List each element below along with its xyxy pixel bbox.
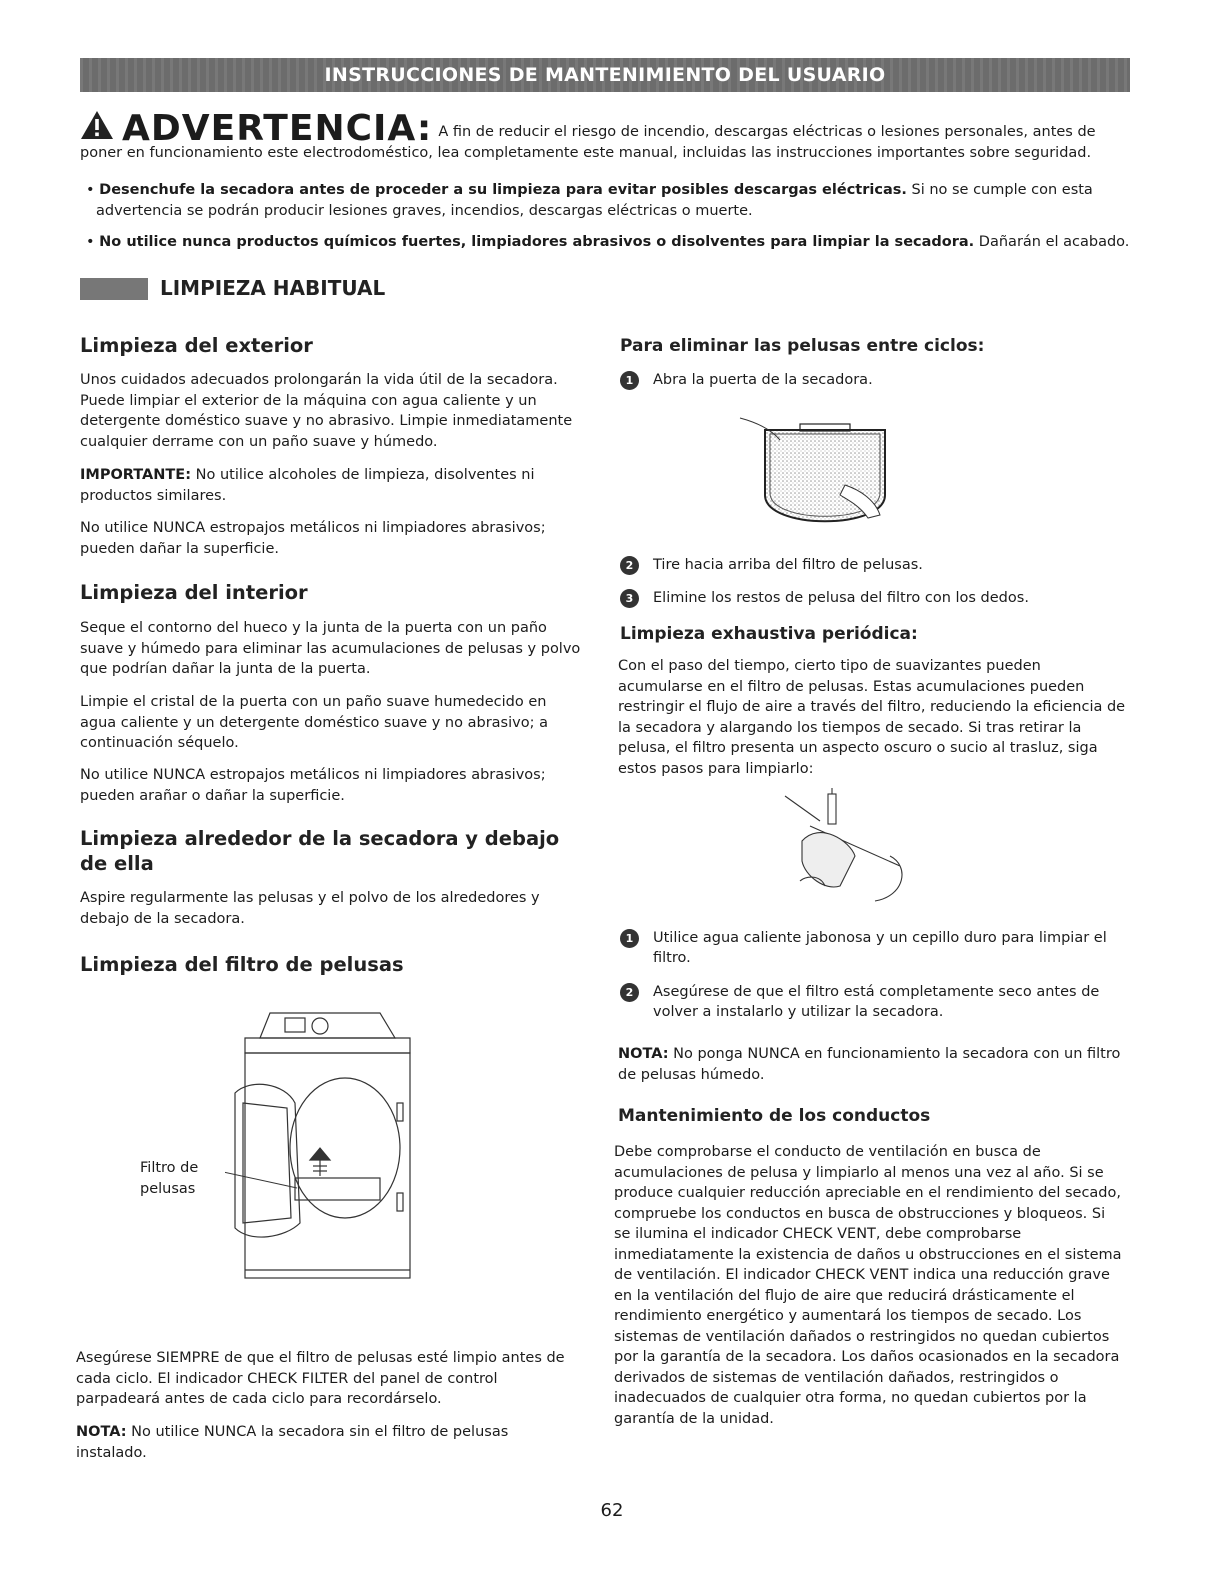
banner-title: INSTRUCCIONES DE MANTENIMIENTO DEL USUARIO — [324, 64, 886, 86]
header-banner — [80, 58, 1130, 92]
periodic-note-text: No ponga NUNCA en funcionamiento la secadora con un filtro de pelusas húmedo. — [618, 1046, 1121, 1083]
interior-paragraph-2: Limpie el cristal de la puerta con un paño suave humedecido en agua caliente y un detergente doméstico suave y no abrasivo; a continuación séquelo. — [80, 694, 548, 751]
between-step-1-text: Abra la puerta de la secadora. — [653, 372, 873, 388]
step-number-badge: 3 — [620, 589, 639, 608]
around-heading: Limpieza alrededor de la secadora y debajo de ella — [80, 827, 560, 875]
warning-bullet-2: • No utilice nunca productos químicos fuertes, limpiadores abrasivos o disolventes para limpiar la secadora. Dañarán el acabado. — [86, 234, 1130, 250]
filter-paragraph-2 — [76, 1422, 581, 1463]
step-number-badge: 1 — [620, 371, 639, 390]
warning-bullet-1-bold: Desenchufe la secadora antes de proceder a su limpieza para evitar posibles descargas eléctricas. — [99, 182, 907, 198]
ducts-heading: Mantenimiento de los conductos — [618, 1106, 931, 1126]
warning-bullet-2-bold: No utilice nunca productos químicos fuertes, limpiadores abrasivos o disolventes para limpiar la secadora. — [99, 234, 975, 250]
periodic-note-label: NOTA: — [618, 1046, 669, 1062]
warning-bullet-2-text: Dañarán el acabado. — [974, 234, 1130, 250]
around-paragraph: Aspire regularmente las pelusas y el polvo de los alrededores y debajo de la secadora. — [80, 890, 540, 927]
periodic-step-2-text: Asegúrese de que el filtro está completamente seco antes de volver a instalarlo y utilizar la secadora. — [653, 984, 1100, 1020]
exterior-paragraph-2 — [80, 465, 590, 506]
between-step-1 — [620, 370, 1120, 390]
filter-paragraph-1: Asegúrese SIEMPRE de que el filtro de pelusas esté limpio antes de cada ciclo. El indicador CHECK FILTER del panel de control parpadeará antes de cada ciclo para recordárselo. — [76, 1350, 565, 1407]
exterior-heading: Limpieza del exterior — [80, 334, 313, 357]
brush-cleaning-illustration — [780, 786, 920, 911]
page-number: 62 — [600, 1500, 624, 1521]
exterior-paragraph-3: No utilice NUNCA estropajos metálicos ni limpiadores abrasivos; pueden dañar la superficie. — [80, 520, 546, 557]
periodic-step-1 — [620, 928, 1120, 968]
interior-heading: Limpieza del interior — [80, 581, 308, 604]
periodic-step-2 — [620, 982, 1120, 1022]
interior-paragraph-3: No utilice NUNCA estropajos metálicos ni limpiadores abrasivos; pueden arañar o dañar la superficie. — [80, 767, 546, 804]
warning-text: A fin de reducir el riesgo de incendio, descargas eléctricas o lesiones personales, antes de poner en funcionamiento este electrodoméstico, lea completamente este manual, incluidas las instrucciones importantes sobre seguridad. — [80, 124, 1096, 161]
periodic-cleaning-heading: Limpieza exhaustiva periódica: — [620, 624, 918, 644]
step-number-badge: 1 — [620, 929, 639, 948]
filter-note-text: No utilice NUNCA la secadora sin el filtro de pelusas instalado. — [76, 1424, 509, 1461]
dryer-illustration — [225, 1008, 425, 1288]
ducts-paragraph: Debe comprobarse el conducto de ventilación en busca de acumulaciones de pelusa y limpiarlo al menos una vez al año. Si se produce cualquier reducción apreciable en el rendimiento del secado, compruebe los conductos en busca de obstrucciones y bloqueos. Si se ilumina el indicador CHECK VENT, debe comprobarse inmediatamente la existencia de daños u obstrucciones en el sistema de ventilación. El indicador CHECK VENT indica una reducción grave en la ventilación del flujo de aire que reducirá drásticamente el rendimiento energético y aumentará los tiempos de secado. Los sistemas de ventilación dañados o restringidos no quedan cubiertos por la garantía de la secadora. Los daños ocasionados en la secadora derivados de sistemas de ventilación dañados, restringidos o inadecuados de cualquier otra forma, no quedan cubiertos por la garantía de la unidad. — [614, 1144, 1122, 1427]
between-step-3 — [620, 588, 1120, 608]
between-step-2 — [620, 555, 1120, 575]
exterior-paragraph-1: Unos cuidados adecuados prolongarán la vida útil de la secadora. Puede limpiar el exterior de la máquina con agua caliente y un detergente doméstico suave y no abrasivo. Limpie inmediatamente cualquier derrame con un paño suave y húmedo. — [80, 372, 573, 450]
warning-title: ADVERTENCIA: — [122, 108, 433, 149]
filter-note-label: NOTA: — [76, 1424, 127, 1440]
between-cycles-heading: Para eliminar las pelusas entre ciclos: — [620, 336, 985, 356]
exterior-important-label: IMPORTANTE: — [80, 467, 192, 483]
periodic-step-1-text: Utilice agua caliente jabonosa y un cepillo duro para limpiar el filtro. — [653, 930, 1107, 966]
step-number-badge: 2 — [620, 983, 639, 1002]
lint-filter-illustration — [730, 400, 900, 545]
warning-bullet-1: • Desenchufe la secadora antes de proceder a su limpieza para evitar posibles descargas eléctricas. Si no se cumple con esta advertencia se podrán producir lesiones graves, incendios, descargas eléctricas o muerte. — [86, 182, 1093, 219]
warning-bullet-1-text: Si no se cumple con esta advertencia se podrán producir lesiones graves, incendios, descargas eléctricas o muerte. — [96, 182, 1093, 219]
between-step-3-text: Elimine los restos de pelusa del filtro con los dedos. — [653, 590, 1029, 606]
between-step-2-text: Tire hacia arriba del filtro de pelusas. — [653, 557, 923, 573]
filter-callout-label: Filtro de pelusas — [140, 1160, 199, 1197]
exterior-important-text: No utilice alcoholes de limpieza, disolventes ni productos similares. — [80, 467, 535, 504]
section-title: LIMPIEZA HABITUAL — [160, 276, 386, 300]
periodic-note — [618, 1044, 1123, 1085]
section-bar — [80, 278, 148, 300]
warning-triangle-icon — [80, 110, 114, 140]
step-number-badge: 2 — [620, 556, 639, 575]
periodic-paragraph: Con el paso del tiempo, cierto tipo de suavizantes pueden acumularse en el filtro de pelusas. Estas acumulaciones pueden restringir el flujo de aire a través del filtro, reduciendo la eficiencia de la secadora y alargando los tiempos de secado. Si tras retirar la pelusa, el filtro presenta un aspecto oscuro o sucio al trasluz, siga estos pasos para limpiarlo: — [618, 658, 1126, 777]
filter-heading: Limpieza del filtro de pelusas — [80, 953, 404, 976]
interior-paragraph-1: Seque el contorno del hueco y la junta de la puerta con un paño suave y húmedo para eliminar las acumulaciones de pelusas y polvo que podrían dañar la junta de la puerta. — [80, 620, 581, 677]
warning-block — [80, 110, 1140, 164]
